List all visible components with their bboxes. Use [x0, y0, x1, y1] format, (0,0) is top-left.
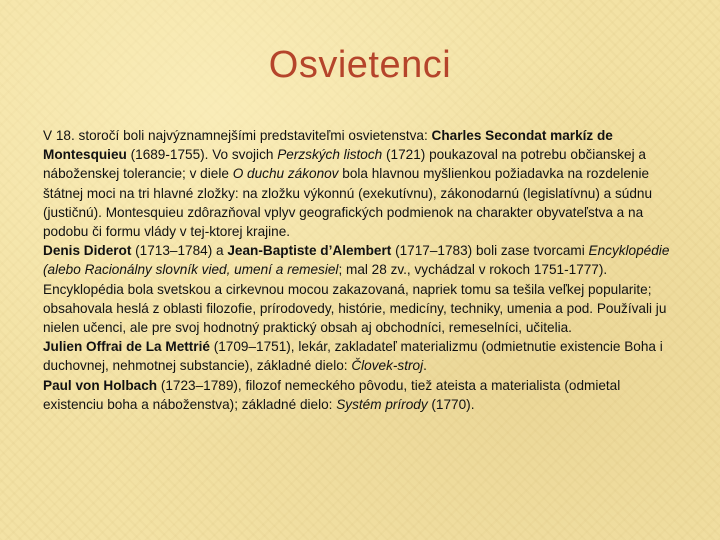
text-run: (1709–1751), lekár, zakladateľ materializmu (odmietnutie existencie Boha i duchovnej, nehmotnej substancie), základné dielo:	[43, 339, 663, 374]
paragraph-la-mettrie	[43, 337, 683, 375]
text-run: ; mal 28 zv., vychádzal v rokoch 1751-1777). Encyklopédia bola svetskou a cirkevnou mocou zakazovaná, napriek tomu sa tešila veľkej popularite; obsahovala heslá z oblasti filozofie, prírodovedy, histórie, medicíny, techniky, umenia a pod. Používali ju nielen učenci, ale pre svoj hodnotný praktický obsah aj obchodníci, remeselníci, učitelia.	[43, 262, 667, 336]
person-name-montesquieu: Charles Secondat markíz de Montesquieu	[43, 128, 613, 163]
paragraph-holbach	[43, 376, 683, 414]
text-run: (1717–1783) boli zase tvorcami	[391, 243, 589, 259]
slide-title: Osvietenci	[268, 44, 452, 86]
work-title-clovek-stroj: Človek-stroj	[351, 358, 424, 374]
text-run: (1770).	[427, 396, 475, 412]
work-title-o-duchu-zakonov: O duchu zákonov	[232, 166, 339, 182]
text-run: (1689-1755). Vo svojich	[126, 147, 278, 163]
text-run: (1723–1789), filozof nemeckého pôvodu, tiež ateista a materialista (odmietal existenciu boha a náboženstva); základné dielo:	[43, 377, 621, 412]
text-run: (1721) poukazoval na potrebu občianskej a náboženskej tolerancie; v diele	[43, 147, 646, 182]
work-title-system-prirody: Systém prírody	[336, 396, 428, 412]
text-run: (1713–1784) a	[131, 243, 228, 259]
slide-body	[43, 126, 683, 414]
text-run: V 18. storočí boli najvýznamnejšími predstaviteľmi osvietenstva:	[43, 128, 432, 143]
paragraph-diderot-dalembert	[43, 241, 683, 337]
paragraph-montesquieu	[43, 126, 683, 241]
person-name-holbach: Paul von Holbach	[43, 377, 158, 393]
work-title-encyklopedia: Encyklopédie (alebo Racionálny slovník vied, umení a remesiel	[43, 243, 670, 278]
text-run: .	[423, 358, 427, 374]
person-name-diderot: Denis Diderot	[43, 243, 132, 259]
person-name-dalembert: Jean-Baptiste d’Alembert	[227, 243, 392, 259]
text-run: bola hlavnou myšlienkou požiadavka na rozdelenie štátnej moci na tri hlavné zložky: na zložku výkonnú (exekutívnu), zákonodarnú (legislatívnu) a súdnu (justičnú). Montesquieu zdôrazňoval vplyv geografických podmienok na charakter obyvateľstva a na podobu či formu vlády v tej-ktorej krajine.	[43, 166, 653, 240]
work-title-perzske-listy: Perzských listoch	[277, 147, 383, 163]
person-name-la-mettrie: Julien Offrai de La Mettrié	[43, 339, 210, 355]
